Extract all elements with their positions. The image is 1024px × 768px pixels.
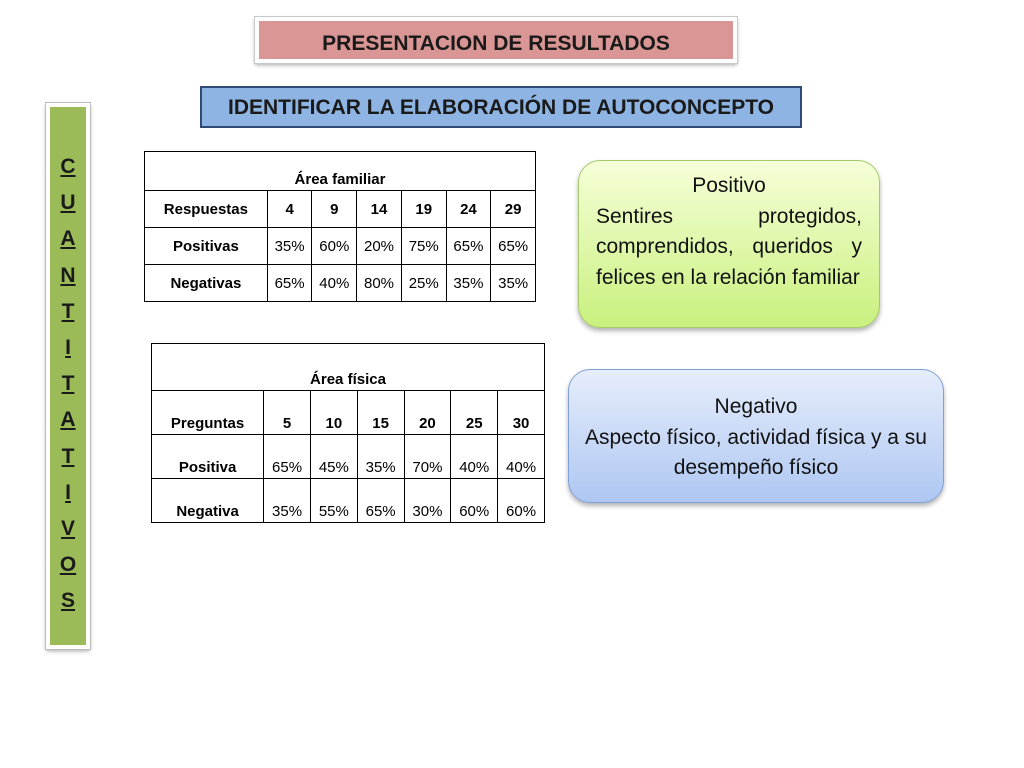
main-title: PRESENTACION DE RESULTADOS: [255, 17, 737, 63]
table-cell: 60%: [498, 479, 545, 523]
table-cell: 30%: [404, 479, 451, 523]
table-cell: 20%: [357, 228, 402, 265]
side-letter: I: [65, 335, 71, 359]
table-cell: 45%: [310, 435, 357, 479]
table-header-row: [152, 391, 545, 435]
negative-callout: [568, 369, 944, 503]
side-letter: A: [60, 227, 76, 251]
side-letter: V: [60, 516, 75, 540]
side-letter: O: [59, 553, 77, 577]
side-letter: T: [61, 299, 75, 323]
table-caption: Área física: [152, 344, 545, 391]
table-cell: 55%: [310, 479, 357, 523]
subtitle-banner: IDENTIFICAR LA ELABORACIÓN DE AUTOCONCEPTO: [200, 86, 802, 128]
column-header: 19: [401, 191, 446, 228]
column-header: 25: [451, 391, 498, 435]
table-caption: Área familiar: [145, 152, 536, 191]
table-cell: 35%: [491, 265, 536, 302]
column-header: 5: [264, 391, 311, 435]
table-cell: 40%: [312, 265, 357, 302]
table-cell: 40%: [451, 435, 498, 479]
column-header: 20: [404, 391, 451, 435]
row-label: Negativas: [145, 265, 268, 302]
column-header: Respuestas: [145, 191, 268, 228]
familiar-area-table: [144, 151, 536, 302]
column-header: 4: [267, 191, 312, 228]
row-label: Negativa: [152, 479, 264, 523]
table-row: [152, 435, 545, 479]
table-cell: 35%: [264, 479, 311, 523]
column-header: 29: [491, 191, 536, 228]
negative-text: Aspecto físico, actividad física y a su desempeño físico: [585, 425, 927, 479]
side-letter: U: [60, 191, 76, 215]
table-cell: 75%: [401, 228, 446, 265]
negative-heading: Negativo: [714, 395, 798, 418]
side-letter: T: [61, 444, 75, 468]
table-cell: 65%: [357, 479, 404, 523]
table-cell: 65%: [267, 265, 312, 302]
table-cell: 35%: [357, 435, 404, 479]
table-row: [145, 228, 536, 265]
column-header: 24: [446, 191, 491, 228]
table-cell: 35%: [446, 265, 491, 302]
column-header: 9: [312, 191, 357, 228]
fisica-area-table: [151, 343, 545, 523]
table-cell: 80%: [357, 265, 402, 302]
table-cell: 70%: [404, 435, 451, 479]
table-cell: 25%: [401, 265, 446, 302]
column-header: Preguntas: [152, 391, 264, 435]
table-cell: 65%: [491, 228, 536, 265]
table-cell: 35%: [267, 228, 312, 265]
table-cell: 65%: [446, 228, 491, 265]
table-row: [152, 479, 545, 523]
positive-callout: [578, 160, 880, 328]
side-letter: I: [65, 480, 71, 504]
column-header: 10: [310, 391, 357, 435]
side-label-letters: [50, 149, 86, 619]
side-letter: A: [60, 408, 76, 432]
column-header: 14: [357, 191, 402, 228]
table-cell: 65%: [264, 435, 311, 479]
column-header: 30: [498, 391, 545, 435]
side-letter: N: [60, 263, 76, 287]
row-label: Positiva: [152, 435, 264, 479]
side-letter: S: [60, 589, 75, 613]
table-row: [145, 265, 536, 302]
positive-text: Sentires protegidos, comprendidos, queridos y felices en la relación familiar: [596, 204, 862, 289]
positive-heading: Positivo: [692, 174, 766, 197]
side-letter: C: [60, 155, 76, 178]
table-cell: 60%: [312, 228, 357, 265]
table-header-row: [145, 191, 536, 228]
row-label: Positivas: [145, 228, 268, 265]
table-cell: 60%: [451, 479, 498, 523]
side-label-cuantitativos: [46, 103, 90, 649]
side-letter: T: [61, 372, 75, 396]
table-cell: 40%: [498, 435, 545, 479]
column-header: 15: [357, 391, 404, 435]
